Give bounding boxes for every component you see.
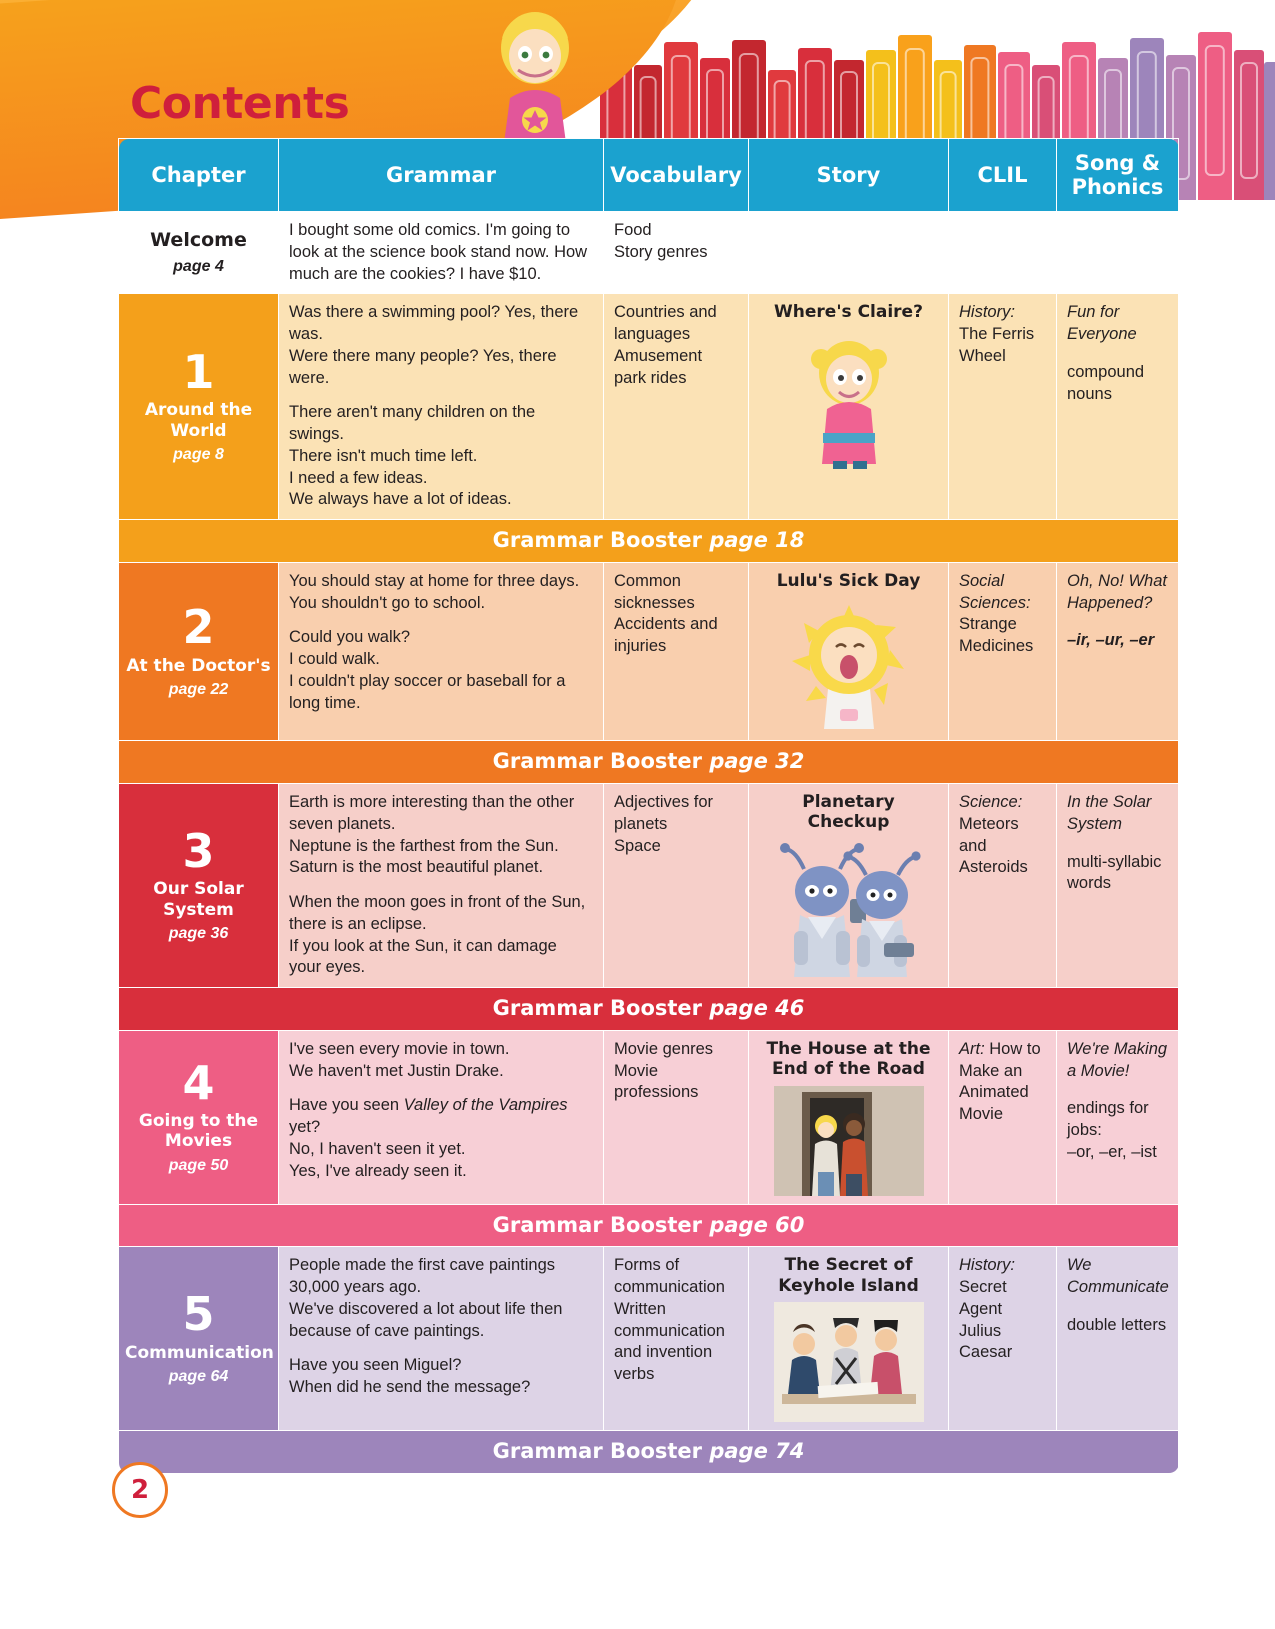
clil-cell (949, 1030, 1057, 1204)
clil-subject: History: (959, 303, 1015, 322)
grammar-text: Have you seen Miguel? When did he send the message? (289, 1356, 531, 1397)
grammar-cell (279, 1247, 604, 1431)
story-title: The House at the End of the Road (766, 1038, 931, 1080)
column-header-story: Story (749, 139, 949, 212)
column-header-vocabulary: Vocabulary (604, 139, 749, 212)
clil-topic: The Ferris Wheel (959, 325, 1035, 365)
phonics-label: endings for jobs: (1067, 1099, 1149, 1140)
story-cell (749, 784, 949, 988)
chapter-cell-welcome (119, 212, 279, 294)
column-header-chapter: Chapter (119, 139, 279, 212)
booster-page: page 32 (709, 749, 805, 774)
chapter-cell-3 (119, 784, 279, 988)
phonics-text: compound nouns (1067, 362, 1145, 403)
two-kids-doorway-illustration (774, 1086, 924, 1196)
clil-topic: Secret Agent Julius Caesar (959, 1278, 1013, 1362)
chapter-page: page 50 (168, 1156, 229, 1174)
grammar-booster-row-4 (119, 1204, 1179, 1247)
page-number-badge: 2 (112, 1462, 168, 1518)
chapter-page: page 4 (173, 258, 224, 276)
three-kids-desk-illustration (774, 1302, 924, 1422)
vocabulary-item: Space (614, 836, 661, 855)
clil-subject: History: (959, 1256, 1015, 1275)
grammar-cell (279, 1030, 604, 1204)
two-aliens-illustration (764, 839, 934, 979)
phonics-text: –ir, –ur, –er (1067, 631, 1155, 650)
booster-label: Grammar Booster (492, 996, 703, 1021)
chapter-cell-4 (119, 1030, 279, 1204)
grammar-cell (279, 784, 604, 988)
sneezing-girl-illustration (784, 597, 914, 732)
song-cell (1057, 562, 1179, 740)
song-title: Oh, No! What Happened? (1067, 571, 1167, 612)
table-row (119, 294, 1179, 520)
table-header-row (119, 139, 1179, 212)
booster-label: Grammar Booster (492, 1212, 703, 1237)
story-cell (749, 1247, 949, 1431)
vocabulary-cell (604, 562, 749, 740)
chapter-number: 4 (182, 1055, 215, 1110)
chapter-number: 1 (182, 345, 215, 400)
contents-table (118, 138, 1179, 1474)
clil-cell (949, 1247, 1057, 1431)
grammar-text: You should stay at home for three days. You shouldn't go to school. (289, 571, 580, 612)
vocabulary-cell (604, 784, 749, 988)
chapter-name: Going to the Movies (138, 1110, 259, 1152)
phonics-text: double letters (1067, 1315, 1167, 1334)
grammar-text: There aren't many children on the swings. There isn't much time left. I need a few ideas. We always have a lot of ideas. (289, 403, 536, 509)
clil-topic: How to Make an Animated Movie (959, 1039, 1041, 1124)
mascot-illustration (480, 8, 590, 143)
clil-cell (949, 294, 1057, 520)
grammar-text: When the moon goes in front of the Sun, there is an eclipse. If you look at the Sun, it can damage your eyes. (289, 893, 586, 977)
table-row (119, 784, 1179, 988)
story-cell (749, 1030, 949, 1204)
phonics-text: multi-syllabic words (1067, 852, 1162, 893)
booster-label: Grammar Booster (492, 528, 703, 553)
story-cell (749, 562, 949, 740)
chapter-name: Our Solar System (153, 879, 244, 920)
grammar-text: I bought some old comics. I'm going to look at the science book stand now. How much are the cookies? I have $10. (289, 221, 588, 283)
story-title: The Secret of Keyhole Island (778, 1255, 919, 1296)
song-cell (1057, 784, 1179, 988)
chapter-name: Communication (125, 1342, 274, 1363)
booster-page: page 60 (709, 1212, 805, 1237)
clil-subject: Art: (959, 1039, 985, 1058)
column-header-song-phonics (1057, 139, 1179, 212)
song-cell (1057, 294, 1179, 520)
vocabulary-item: Countries and languages (614, 303, 717, 344)
grammar-text: Could you walk? I could walk. I couldn't play soccer or baseball for a long time. (289, 628, 566, 712)
song-title: We Communicate (1067, 1256, 1169, 1297)
chapter-name: Welcome (150, 229, 247, 252)
contents-table-wrapper (118, 138, 1178, 1474)
chapter-number: 5 (182, 1287, 215, 1342)
grammar-cell (279, 562, 604, 740)
chapter-page: page 64 (168, 1368, 229, 1386)
table-row (119, 1247, 1179, 1431)
grammar-booster-row-1 (119, 520, 1179, 563)
chapter-number: 3 (182, 823, 215, 878)
grammar-text: Earth is more interesting than the other seven planets. Neptune is the farthest from the Sun. Saturn is the most beautiful planet. (289, 793, 575, 877)
clil-cell (949, 784, 1057, 988)
chapter-page: page 36 (168, 925, 229, 943)
vocabulary-cell (604, 212, 749, 294)
vocabulary-cell (604, 1247, 749, 1431)
booster-page: page 46 (709, 996, 805, 1021)
grammar-text: Was there a swimming pool? Yes, there was. Were there many people? Yes, there were. (289, 303, 579, 387)
vocabulary-item: Adjectives for planets (614, 793, 714, 833)
song-title: We're Making a Movie! (1067, 1039, 1168, 1080)
vocabulary-item: Accidents and injuries (614, 615, 718, 656)
vocabulary-item: Story genres (614, 242, 708, 261)
grammar-text: Have you seen Valley of the Vampires yet? No, I haven't seen it yet. Yes, I've already seen it. (289, 1096, 568, 1180)
story-cell (749, 294, 949, 520)
grammar-booster-row-5 (119, 1431, 1179, 1474)
song-title: Fun for Everyone (1067, 303, 1137, 344)
chapter-name: Around the World (144, 400, 253, 441)
song-cell (1057, 212, 1179, 294)
booster-page: page 18 (709, 528, 805, 553)
vocabulary-cell (604, 294, 749, 520)
vocabulary-item: Common sicknesses (614, 571, 695, 612)
story-title: Where's Claire? (774, 302, 923, 323)
chapter-page: page 22 (168, 680, 229, 698)
grammar-booster-row-3 (119, 988, 1179, 1031)
chapter-cell-5 (119, 1247, 279, 1431)
grammar-booster-row-2 (119, 741, 1179, 784)
clil-subject: Social Sciences: (959, 571, 1031, 612)
song-title: In the Solar System (1067, 793, 1152, 833)
song-cell (1057, 1247, 1179, 1431)
clil-cell (949, 212, 1057, 294)
table-row (119, 562, 1179, 740)
vocabulary-item: Forms of communication (614, 1256, 725, 1297)
girl-character-illustration (793, 329, 905, 469)
page-title: Contents (130, 78, 350, 129)
table-row (119, 212, 1179, 294)
booster-label: Grammar Booster (492, 1439, 703, 1464)
booster-label: Grammar Booster (492, 749, 703, 774)
clil-cell (949, 562, 1057, 740)
story-cell (749, 212, 949, 294)
column-header-clil: CLIL (949, 139, 1057, 212)
booster-page: page 74 (709, 1439, 805, 1464)
vocabulary-item: Amusement park rides (614, 346, 703, 387)
chapter-cell-2 (119, 562, 279, 740)
clil-topic: Meteors and Asteroids (959, 814, 1028, 877)
grammar-text: People made the first cave paintings 30,000 years ago. We've discovered a lot about life then because of cave paintings. (289, 1256, 563, 1340)
chapter-number: 2 (182, 600, 215, 655)
vocabulary-item: Food (614, 221, 652, 239)
chapter-cell-1 (119, 294, 279, 520)
story-title: Lulu's Sick Day (776, 570, 921, 591)
song-cell (1057, 1030, 1179, 1204)
song-phonics-line2: Phonics (1071, 175, 1164, 199)
grammar-cell (279, 294, 604, 520)
grammar-cell (279, 212, 604, 294)
phonics-text: –or, –er, –ist (1067, 1142, 1157, 1161)
column-header-grammar: Grammar (279, 139, 604, 212)
clil-subject: Science: (959, 793, 1023, 812)
chapter-name: At the Doctor's (126, 655, 271, 676)
chapter-page: page 8 (173, 446, 224, 464)
vocabulary-cell (604, 1030, 749, 1204)
vocabulary-item: Movie professions (614, 1061, 699, 1102)
vocabulary-item: Written communication and invention verbs (614, 1299, 725, 1384)
clil-topic: Strange Medicines (959, 615, 1034, 656)
story-title: Planetary Checkup (802, 792, 895, 833)
grammar-text: I've seen every movie in town. We haven't met Justin Drake. (289, 1039, 510, 1080)
vocabulary-item: Movie genres (614, 1039, 714, 1058)
table-row (119, 1030, 1179, 1204)
song-phonics-line1: Song & (1074, 151, 1161, 175)
